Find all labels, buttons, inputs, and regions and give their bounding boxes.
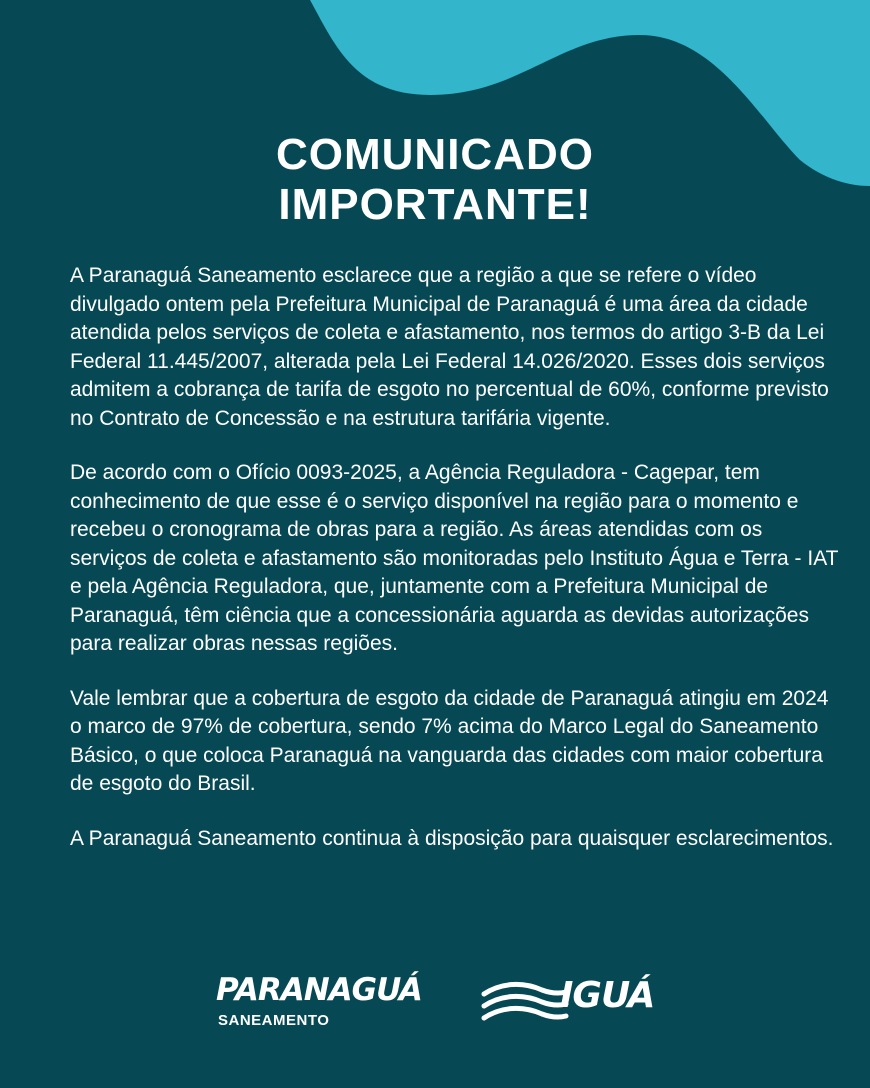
paragraph-3: Vale lembrar que a cobertura de esgoto da cidade de Paranaguá atingiu em 2024 o marco de 97% de cobertura, sendo 7% acima do Marco Legal do Saneamento Básico, o que coloca Paranaguá na vanguarda das cidades com maior cobertura de esgoto do Brasil. <box>70 686 829 795</box>
title-line-2: IMPORTANTE! <box>278 180 592 229</box>
paranagua-saneamento-logo <box>216 972 422 1036</box>
title-line-1: COMUNICADO <box>276 130 594 179</box>
paragraph-1: A Paranaguá Saneamento esclarece que a região a que se refere o vídeo divulgado ontem pela Prefeitura Municipal de Paranaguá é uma área da cidade atendida pelos serviços de coleta e afastamento, nos termos do artigo 3-B da Lei Federal 11.445/2007, alterada pela Lei Federal 14.026/2020. Esses dois serviços admitem a cobrança de tarifa de esgoto no percentual de 60%, conforme previsto no Contrato de Concessão e na estrutura tarifária vigente. <box>70 264 829 430</box>
announcement-body <box>70 262 840 879</box>
saneamento-logo-text: SANEAMENTO <box>218 1012 330 1029</box>
page-title <box>0 130 870 230</box>
paragraph-2: De acordo com o Ofício 0093-2025, a Agência Reguladora - Cagepar, tem conhecimento de que esse é o serviço disponível na região para o momento e recebeu o cronograma de obras para a região. As áreas atendidas com os serviços de coleta e afastamento são monitoradas pelo Instituto Água e Terra - IAT e pela Agência Reguladora, que, juntamente com a Prefeitura Municipal de Paranaguá, têm ciência que a concessionária aguarda as devidas autorizações para realizar obras nessas regiões. <box>70 461 839 655</box>
igua-logo <box>480 970 670 1030</box>
paragraph-4: A Paranaguá Saneamento continua à disposição para quaisquer esclarecimentos. <box>70 826 834 850</box>
igua-waves-icon <box>480 978 570 1028</box>
paranagua-logo-text: PARANAGUÁ <box>216 972 422 1008</box>
igua-logo-text: IGUÁ <box>560 975 655 1016</box>
